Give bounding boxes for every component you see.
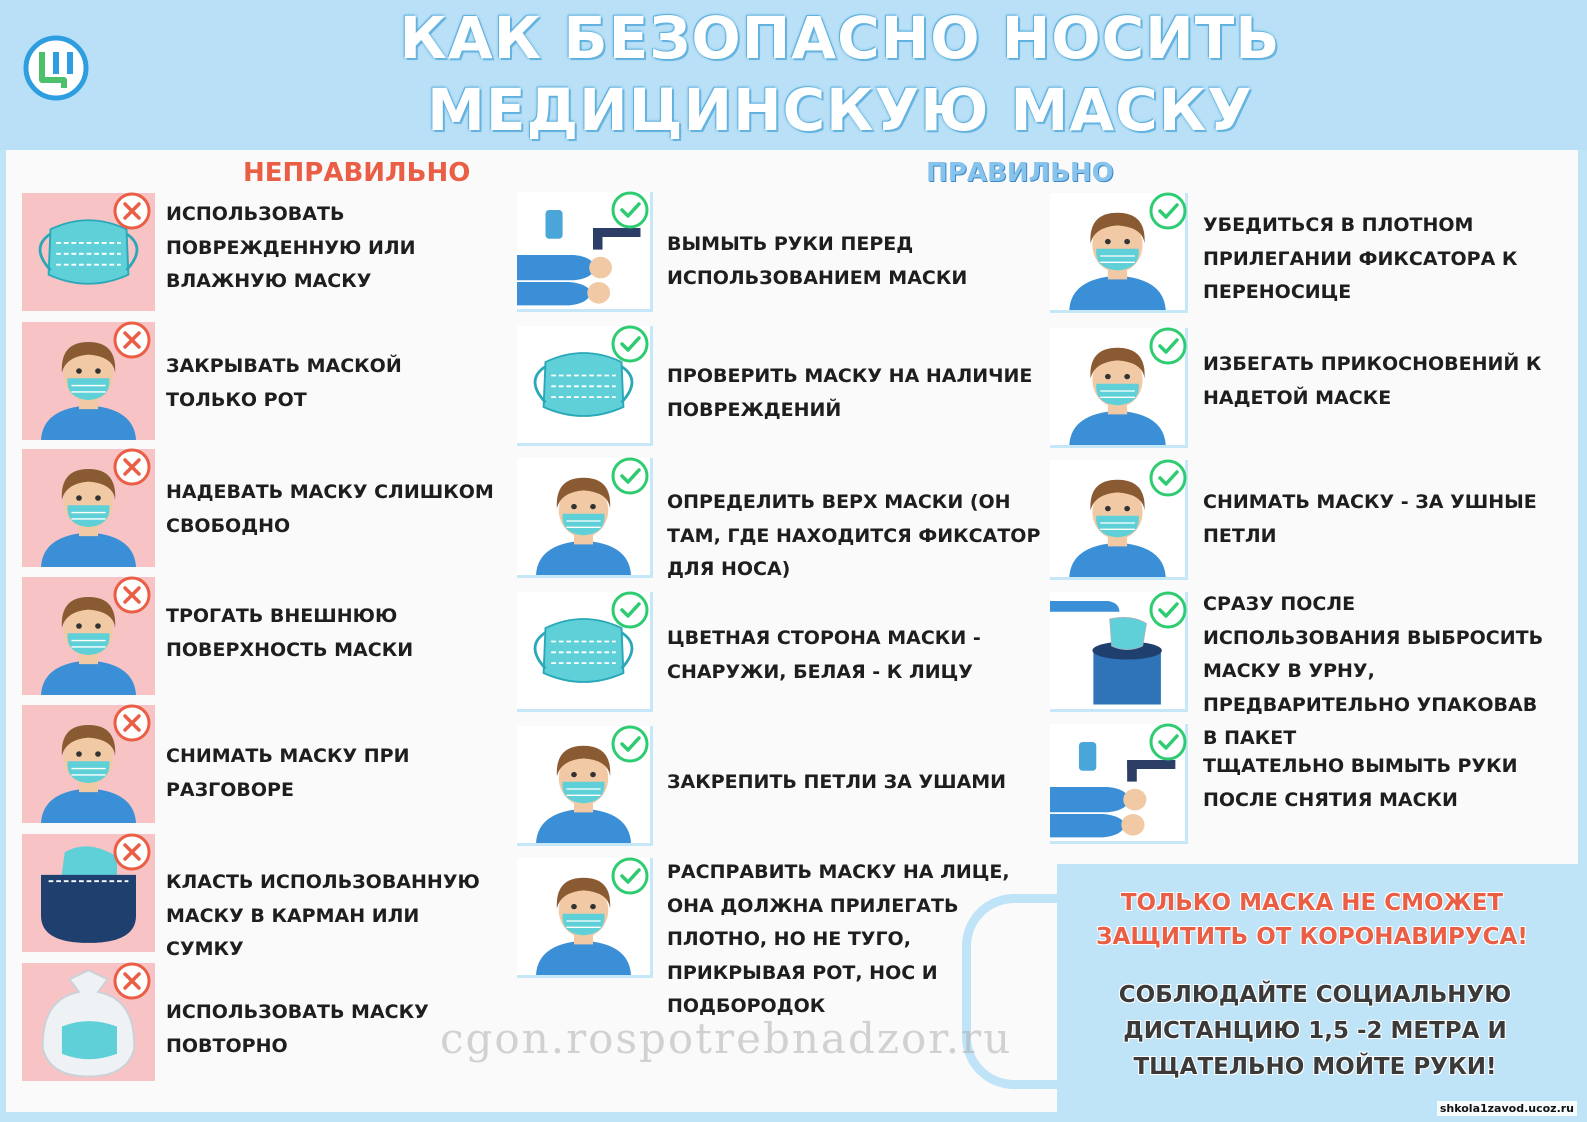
instruction-text: РАСПРАВИТЬ МАСКУ НА ЛИЦЕ, ОНА ДОЛЖНА ПРИЛЕГАТЬ ПЛОТНО, НО НЕ ТУГО, ПРИКРЫВАЯ РОТ, НОС И ПОДБОРОДОК	[667, 861, 1010, 1017]
check-icon	[1148, 326, 1188, 366]
instruction-text: ТРОГАТЬ ВНЕШНЮЮ ПОВЕРХНОСТЬ МАСКИ	[166, 605, 414, 661]
right-column-heading: ПРАВИЛЬНО	[926, 158, 1114, 188]
instruction-text: СРАЗУ ПОСЛЕ ИСПОЛЬЗОВАНИЯ ВЫБРОСИТЬ МАСКУ В УРНУ, ПРЕДВАРИТЕЛЬНО УПАКОВАВ В ПАКЕТ	[1203, 593, 1544, 749]
check-icon	[610, 590, 650, 630]
check-icon	[610, 324, 650, 364]
instruction-text: ИЗБЕГАТЬ ПРИКОСНОВЕНИЙ К НАДЕТОЙ МАСКЕ	[1203, 353, 1542, 409]
cross-icon	[112, 191, 152, 231]
logo-icon	[22, 34, 90, 102]
instruction-text: ЦВЕТНАЯ СТОРОНА МАСКИ - СНАРУЖИ, БЕЛАЯ - К ЛИЦУ	[667, 627, 981, 683]
instruction-text: ОПРЕДЕЛИТЬ ВЕРХ МАСКИ (ОН ТАМ, ГДЕ НАХОДИТСЯ ФИКСАТОР ДЛЯ НОСА)	[667, 491, 1041, 580]
cross-icon	[112, 961, 152, 1001]
advice-text: СОБЛЮДАЙТЕ СОЦИАЛЬНУЮ ДИСТАНЦИЮ 1,5 -2 МЕТРА И ТЩАТЕЛЬНО МОЙТЕ РУКИ!	[1118, 982, 1512, 1080]
instruction-text: НАДЕВАТЬ МАСКУ СЛИШКОМ СВОБОДНО	[166, 481, 494, 537]
check-icon	[1148, 590, 1188, 630]
cross-icon	[112, 575, 152, 615]
instruction-text: СНИМАТЬ МАСКУ - ЗА УШНЫЕ ПЕТЛИ	[1203, 491, 1537, 547]
check-icon	[610, 190, 650, 230]
check-icon	[1148, 722, 1188, 762]
check-icon	[610, 456, 650, 496]
check-icon	[610, 856, 650, 896]
instruction-text: ТЩАТЕЛЬНО ВЫМЫТЬ РУКИ ПОСЛЕ СНЯТИЯ МАСКИ	[1203, 755, 1518, 811]
header	[0, 0, 1587, 150]
site-label: shkola1zavod.ucoz.ru	[1437, 1101, 1577, 1116]
warning-text: ТОЛЬКО МАСКА НЕ СМОЖЕТ ЗАЩИТИТЬ ОТ КОРОНАВИРУСА!	[1096, 890, 1528, 950]
cross-icon	[112, 320, 152, 360]
instruction-text: ИСПОЛЬЗОВАТЬ МАСКУ ПОВТОРНО	[166, 1001, 429, 1057]
instruction-text: УБЕДИТЬСЯ В ПЛОТНОМ ПРИЛЕГАНИИ ФИКСАТОРА К ПЕРЕНОСИЦЕ	[1203, 214, 1518, 303]
instruction-text: ЗАКРЫВАТЬ МАСКОЙ ТОЛЬКО РОТ	[166, 355, 402, 411]
check-icon	[1148, 458, 1188, 498]
instruction-text: ВЫМЫТЬ РУКИ ПЕРЕД ИСПОЛЬЗОВАНИЕМ МАСКИ	[667, 233, 968, 289]
wrong-column-heading: НЕПРАВИЛЬНО	[243, 158, 471, 188]
cross-icon	[112, 703, 152, 743]
instruction-text: ЗАКРЕПИТЬ ПЕТЛИ ЗА УШАМИ	[667, 771, 1007, 793]
watermark: cgon.rospotrebnadzor.ru	[440, 1014, 1013, 1063]
instruction-text: ПРОВЕРИТЬ МАСКУ НА НАЛИЧИЕ ПОВРЕЖДЕНИЙ	[667, 365, 1033, 421]
cross-icon	[112, 447, 152, 487]
instruction-text: СНИМАТЬ МАСКУ ПРИ РАЗГОВОРЕ	[166, 745, 410, 801]
check-icon	[610, 724, 650, 764]
instruction-text: КЛАСТЬ ИСПОЛЬЗОВАННУЮ МАСКУ В КАРМАН ИЛИ СУМКУ	[166, 871, 480, 960]
check-icon	[1148, 191, 1188, 231]
cross-icon	[112, 832, 152, 872]
instruction-text: ИСПОЛЬЗОВАТЬ ПОВРЕЖДЕННУЮ ИЛИ ВЛАЖНУЮ МАСКУ	[166, 203, 416, 292]
page-title: КАК БЕЗОПАСНО НОСИТЬ МЕДИЦИНСКУЮ МАСКУ	[399, 4, 1281, 144]
